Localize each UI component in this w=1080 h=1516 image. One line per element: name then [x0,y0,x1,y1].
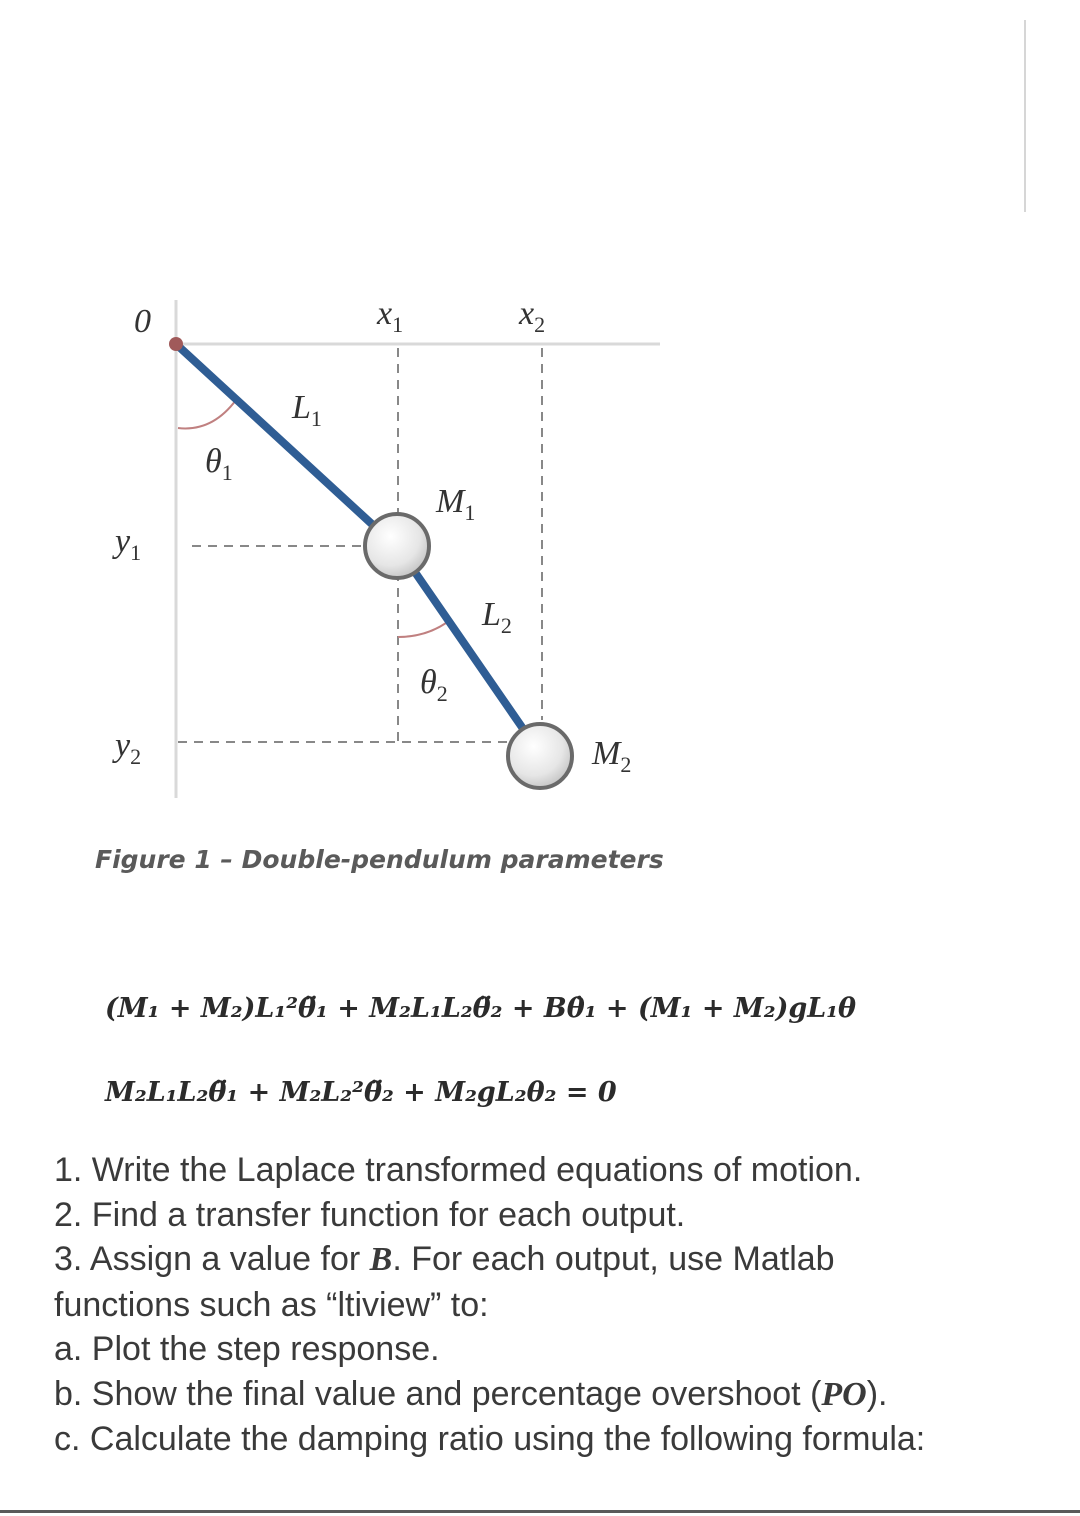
equation-2: M₂L₁L₂θ̈₁ + M₂L₂²θ̈₂ + M₂gL₂θ₂ = 0 [105,1077,617,1108]
double-pendulum-figure [0,280,720,890]
question-3: 3. Assign a value for B. For each output, use Matlab [54,1240,835,1278]
symbol-B: B [369,1241,393,1278]
theta2-arc [398,623,446,637]
theta1-label: $\theta_1$ [205,443,233,485]
L2-label: $L_2$ [482,596,512,638]
mass-M2 [508,724,572,788]
x1-label: $x_1$ [377,295,404,337]
y1-label: $y_1$ [115,523,142,565]
pivot-point [169,337,183,351]
question-2: 2. Find a transfer function for each output. [54,1195,686,1234]
origin-label: 0 [134,303,151,340]
y2-label: $y_2$ [115,727,142,769]
equation-1: (M₁ + M₂)L₁²θ̈₁ + M₂L₁L₂θ̈₂ + Bθ̇₁ + (M₁ + M₂)gL₁θ [105,993,857,1024]
x2-label: $x_2$ [519,295,546,337]
figure-caption: Figure 1 – Double-pendulum parameters [95,845,664,874]
M2-label: $M_2$ [592,735,632,777]
question-3a: a. Plot the step response. [54,1330,440,1368]
rod-L1 [176,344,374,526]
M1-label: $M_1$ [436,483,476,525]
mass-M1 [365,514,429,578]
question-list [54,1148,1064,1462]
question-3-line-2: functions such as “ltiview” to: [54,1285,489,1324]
symbol-PO: PO [821,1375,867,1413]
question-1: 1. Write the Laplace transformed equations of motion. [54,1151,863,1189]
question-3c: c. Calculate the damping ratio using the following formula: [54,1420,926,1458]
theta2-label: $\theta_2$ [420,664,448,706]
bottom-divider [0,1510,1080,1513]
rod-L2 [408,562,526,733]
scrollbar-track [1024,20,1026,212]
question-3b: b. Show the final value and percentage overshoot (PO). [54,1374,888,1413]
L1-label: $L_1$ [292,389,322,431]
theta1-arc [178,400,236,428]
